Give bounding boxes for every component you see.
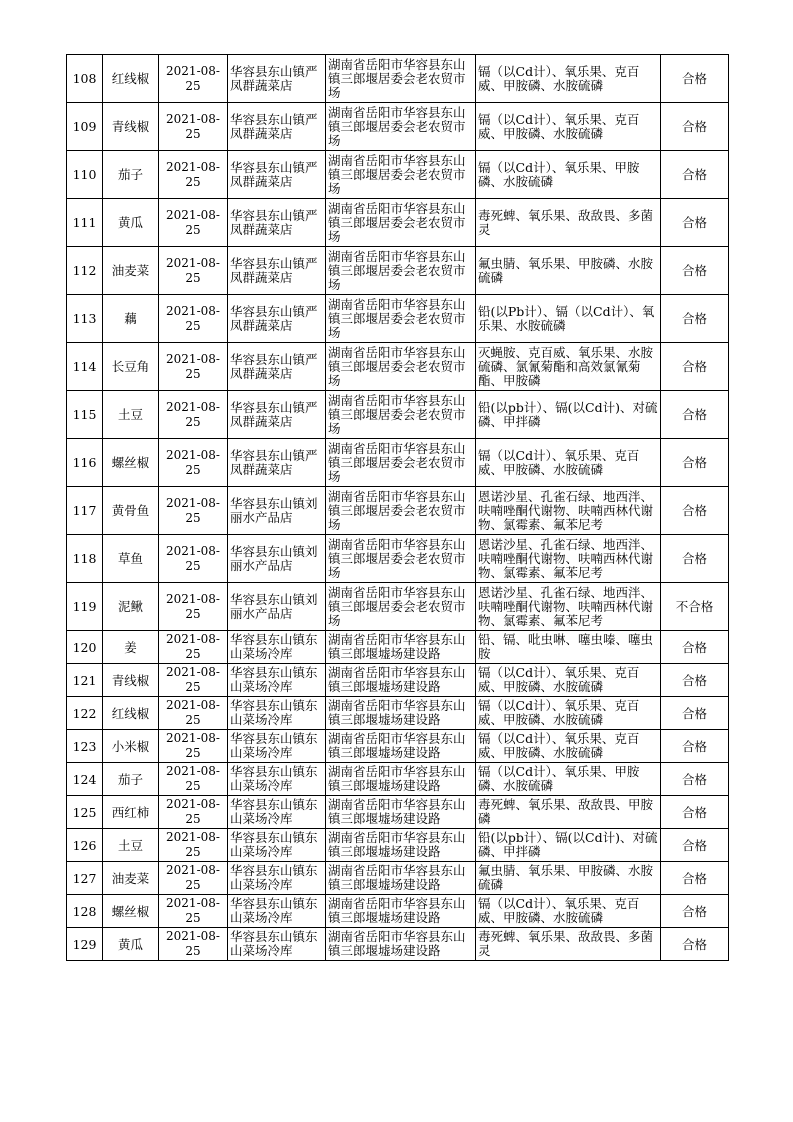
test-result-cell: 合格 — [661, 151, 729, 199]
table-row — [67, 295, 729, 343]
row-number-cell: 113 — [67, 295, 103, 343]
shop-address-cell: 湖南省岳阳市华容县东山镇三郎堰墟场建设路 — [326, 631, 476, 664]
sampled-shop-cell: 华容县东山镇东山菜场冷库 — [228, 796, 326, 829]
sampling-date-cell: 2021-08-25 — [159, 664, 228, 697]
sample-name-cell: 油麦菜 — [103, 862, 159, 895]
sample-name-cell: 西红柿 — [103, 796, 159, 829]
sampled-shop-cell: 华容县东山镇东山菜场冷库 — [228, 829, 326, 862]
sample-name-cell: 螺丝椒 — [103, 895, 159, 928]
sampled-shop-cell: 华容县东山镇严凤群蔬菜店 — [228, 199, 326, 247]
sampling-date-cell: 2021-08-25 — [159, 247, 228, 295]
test-result-cell: 合格 — [661, 487, 729, 535]
sample-name-cell: 小米椒 — [103, 730, 159, 763]
table-row — [67, 928, 729, 961]
test-items-cell: 镉（以Cd计）、氧乐果、克百威、甲胺磷、水胺硫磷 — [476, 730, 661, 763]
table-row — [67, 796, 729, 829]
sampling-date-cell: 2021-08-25 — [159, 343, 228, 391]
test-result-cell: 合格 — [661, 862, 729, 895]
test-result-cell: 不合格 — [661, 583, 729, 631]
sample-name-cell: 螺丝椒 — [103, 439, 159, 487]
sampled-shop-cell: 华容县东山镇东山菜场冷库 — [228, 697, 326, 730]
sample-name-cell: 姜 — [103, 631, 159, 664]
row-number-cell: 121 — [67, 664, 103, 697]
test-items-cell: 镉（以Cd计）、氧乐果、甲胺磷、水胺硫磷 — [476, 151, 661, 199]
test-result-cell: 合格 — [661, 697, 729, 730]
table-row — [67, 199, 729, 247]
sampling-date-cell: 2021-08-25 — [159, 583, 228, 631]
row-number-cell: 118 — [67, 535, 103, 583]
sampling-date-cell: 2021-08-25 — [159, 763, 228, 796]
sample-name-cell: 红线椒 — [103, 55, 159, 103]
sampling-date-cell: 2021-08-25 — [159, 730, 228, 763]
row-number-cell: 114 — [67, 343, 103, 391]
test-result-cell: 合格 — [661, 535, 729, 583]
sampling-date-cell: 2021-08-25 — [159, 928, 228, 961]
test-items-cell: 镉（以Cd计）、氧乐果、克百威、甲胺磷、水胺硫磷 — [476, 895, 661, 928]
test-result-cell: 合格 — [661, 664, 729, 697]
sampling-date-cell: 2021-08-25 — [159, 439, 228, 487]
shop-address-cell: 湖南省岳阳市华容县东山镇三郎堰居委会老农贸市场 — [326, 535, 476, 583]
row-number-cell: 127 — [67, 862, 103, 895]
shop-address-cell: 湖南省岳阳市华容县东山镇三郎堰墟场建设路 — [326, 796, 476, 829]
shop-address-cell: 湖南省岳阳市华容县东山镇三郎堰居委会老农贸市场 — [326, 151, 476, 199]
table-row — [67, 391, 729, 439]
row-number-cell: 116 — [67, 439, 103, 487]
row-number-cell: 111 — [67, 199, 103, 247]
row-number-cell: 124 — [67, 763, 103, 796]
row-number-cell: 110 — [67, 151, 103, 199]
test-result-cell: 合格 — [661, 928, 729, 961]
sampled-shop-cell: 华容县东山镇严凤群蔬菜店 — [228, 151, 326, 199]
row-number-cell: 123 — [67, 730, 103, 763]
sampled-shop-cell: 华容县东山镇东山菜场冷库 — [228, 862, 326, 895]
row-number-cell: 120 — [67, 631, 103, 664]
table-row — [67, 55, 729, 103]
sample-name-cell: 青线椒 — [103, 664, 159, 697]
sampled-shop-cell: 华容县东山镇东山菜场冷库 — [228, 730, 326, 763]
test-items-cell: 毒死蜱、氧乐果、敌敌畏、多菌灵 — [476, 928, 661, 961]
test-items-cell: 铅(以pb计）、镉(以Cd计)、对硫磷、甲拌磷 — [476, 391, 661, 439]
row-number-cell: 117 — [67, 487, 103, 535]
row-number-cell: 125 — [67, 796, 103, 829]
row-number-cell: 112 — [67, 247, 103, 295]
test-items-cell: 镉（以Cd计）、氧乐果、克百威、甲胺磷、水胺硫磷 — [476, 55, 661, 103]
shop-address-cell: 湖南省岳阳市华容县东山镇三郎堰居委会老农贸市场 — [326, 199, 476, 247]
shop-address-cell: 湖南省岳阳市华容县东山镇三郎堰居委会老农贸市场 — [326, 487, 476, 535]
row-number-cell: 108 — [67, 55, 103, 103]
table-row — [67, 697, 729, 730]
row-number-cell: 119 — [67, 583, 103, 631]
sampled-shop-cell: 华容县东山镇严凤群蔬菜店 — [228, 247, 326, 295]
table-row — [67, 487, 729, 535]
sampling-date-cell: 2021-08-25 — [159, 697, 228, 730]
shop-address-cell: 湖南省岳阳市华容县东山镇三郎堰居委会老农贸市场 — [326, 343, 476, 391]
test-result-cell: 合格 — [661, 829, 729, 862]
inspection-results-table — [66, 54, 728, 961]
test-items-cell: 镉（以Cd计）、氧乐果、克百威、甲胺磷、水胺硫磷 — [476, 103, 661, 151]
sample-name-cell: 土豆 — [103, 829, 159, 862]
sample-name-cell: 藕 — [103, 295, 159, 343]
sampled-shop-cell: 华容县东山镇东山菜场冷库 — [228, 664, 326, 697]
table-row — [67, 439, 729, 487]
table-row — [67, 829, 729, 862]
test-items-cell: 氟虫腈、氧乐果、甲胺磷、水胺硫磷 — [476, 862, 661, 895]
table-row — [67, 583, 729, 631]
test-items-cell: 镉（以Cd计）、氧乐果、克百威、甲胺磷、水胺硫磷 — [476, 664, 661, 697]
table-row — [67, 862, 729, 895]
shop-address-cell: 湖南省岳阳市华容县东山镇三郎堰居委会老农贸市场 — [326, 439, 476, 487]
table-row — [67, 343, 729, 391]
test-result-cell: 合格 — [661, 730, 729, 763]
shop-address-cell: 湖南省岳阳市华容县东山镇三郎堰墟场建设路 — [326, 895, 476, 928]
table-row — [67, 247, 729, 295]
sample-name-cell: 土豆 — [103, 391, 159, 439]
row-number-cell: 122 — [67, 697, 103, 730]
shop-address-cell: 湖南省岳阳市华容县东山镇三郎堰墟场建设路 — [326, 928, 476, 961]
sample-name-cell: 泥鳅 — [103, 583, 159, 631]
test-items-cell: 毒死蜱、氧乐果、敌敌畏、甲胺磷 — [476, 796, 661, 829]
test-items-cell: 铅、镉、吡虫啉、噻虫嗪、噻虫胺 — [476, 631, 661, 664]
sampled-shop-cell: 华容县东山镇刘丽水产品店 — [228, 487, 326, 535]
sampling-date-cell: 2021-08-25 — [159, 631, 228, 664]
test-items-cell: 氟虫腈、氧乐果、甲胺磷、水胺硫磷 — [476, 247, 661, 295]
test-items-cell: 镉（以Cd计）、氧乐果、克百威、甲胺磷、水胺硫磷 — [476, 697, 661, 730]
row-number-cell: 128 — [67, 895, 103, 928]
sampled-shop-cell: 华容县东山镇严凤群蔬菜店 — [228, 343, 326, 391]
test-result-cell: 合格 — [661, 247, 729, 295]
row-number-cell: 115 — [67, 391, 103, 439]
sampled-shop-cell: 华容县东山镇东山菜场冷库 — [228, 631, 326, 664]
test-result-cell: 合格 — [661, 391, 729, 439]
test-items-cell: 镉（以Cd计）、氧乐果、甲胺磷、水胺硫磷 — [476, 763, 661, 796]
test-result-cell: 合格 — [661, 796, 729, 829]
sample-name-cell: 黄瓜 — [103, 199, 159, 247]
sampled-shop-cell: 华容县东山镇东山菜场冷库 — [228, 763, 326, 796]
table-row — [67, 151, 729, 199]
shop-address-cell: 湖南省岳阳市华容县东山镇三郎堰墟场建设路 — [326, 763, 476, 796]
table-row — [67, 664, 729, 697]
shop-address-cell: 湖南省岳阳市华容县东山镇三郎堰居委会老农贸市场 — [326, 103, 476, 151]
sampled-shop-cell: 华容县东山镇严凤群蔬菜店 — [228, 439, 326, 487]
shop-address-cell: 湖南省岳阳市华容县东山镇三郎堰居委会老农贸市场 — [326, 583, 476, 631]
sample-name-cell: 茄子 — [103, 151, 159, 199]
test-items-cell: 恩诺沙星、孔雀石绿、地西泮、呋喃唑酮代谢物、呋喃西林代谢物、氯霉素、氟苯尼考 — [476, 487, 661, 535]
sampled-shop-cell: 华容县东山镇严凤群蔬菜店 — [228, 391, 326, 439]
sampling-date-cell: 2021-08-25 — [159, 199, 228, 247]
row-number-cell: 109 — [67, 103, 103, 151]
sampled-shop-cell: 华容县东山镇严凤群蔬菜店 — [228, 103, 326, 151]
sampled-shop-cell: 华容县东山镇刘丽水产品店 — [228, 583, 326, 631]
table-row — [67, 763, 729, 796]
test-items-cell: 镉（以Cd计）、氧乐果、克百威、甲胺磷、水胺硫磷 — [476, 439, 661, 487]
test-items-cell: 灭蝇胺、克百威、氧乐果、水胺硫磷、氯氰菊酯和高效氯氰菊酯、甲胺磷 — [476, 343, 661, 391]
sampling-date-cell: 2021-08-25 — [159, 829, 228, 862]
test-result-cell: 合格 — [661, 763, 729, 796]
sampled-shop-cell: 华容县东山镇东山菜场冷库 — [228, 928, 326, 961]
sampling-date-cell: 2021-08-25 — [159, 535, 228, 583]
shop-address-cell: 湖南省岳阳市华容县东山镇三郎堰墟场建设路 — [326, 829, 476, 862]
table-row — [67, 730, 729, 763]
test-items-cell: 毒死蜱、氧乐果、敌敌畏、多菌灵 — [476, 199, 661, 247]
test-result-cell: 合格 — [661, 439, 729, 487]
shop-address-cell: 湖南省岳阳市华容县东山镇三郎堰墟场建设路 — [326, 697, 476, 730]
shop-address-cell: 湖南省岳阳市华容县东山镇三郎堰居委会老农贸市场 — [326, 295, 476, 343]
sampling-date-cell: 2021-08-25 — [159, 862, 228, 895]
sample-name-cell: 黄瓜 — [103, 928, 159, 961]
sampled-shop-cell: 华容县东山镇严凤群蔬菜店 — [228, 295, 326, 343]
sampling-date-cell: 2021-08-25 — [159, 103, 228, 151]
sampling-date-cell: 2021-08-25 — [159, 151, 228, 199]
sample-name-cell: 红线椒 — [103, 697, 159, 730]
sampled-shop-cell: 华容县东山镇东山菜场冷库 — [228, 895, 326, 928]
sampling-date-cell: 2021-08-25 — [159, 796, 228, 829]
test-result-cell: 合格 — [661, 199, 729, 247]
sample-name-cell: 草鱼 — [103, 535, 159, 583]
sampling-date-cell: 2021-08-25 — [159, 55, 228, 103]
shop-address-cell: 湖南省岳阳市华容县东山镇三郎堰墟场建设路 — [326, 862, 476, 895]
sampling-date-cell: 2021-08-25 — [159, 895, 228, 928]
test-items-cell: 铅(以Pb计）、镉（以Cd计）、氧乐果、水胺硫磷 — [476, 295, 661, 343]
test-result-cell: 合格 — [661, 343, 729, 391]
sampled-shop-cell: 华容县东山镇刘丽水产品店 — [228, 535, 326, 583]
row-number-cell: 129 — [67, 928, 103, 961]
sampled-shop-cell: 华容县东山镇严凤群蔬菜店 — [228, 55, 326, 103]
test-items-cell: 恩诺沙星、孔雀石绿、地西泮、呋喃唑酮代谢物、呋喃西林代谢物、氯霉素、氟苯尼考 — [476, 583, 661, 631]
sample-name-cell: 黄骨鱼 — [103, 487, 159, 535]
sample-name-cell: 油麦菜 — [103, 247, 159, 295]
shop-address-cell: 湖南省岳阳市华容县东山镇三郎堰居委会老农贸市场 — [326, 391, 476, 439]
sample-name-cell: 青线椒 — [103, 103, 159, 151]
test-result-cell: 合格 — [661, 295, 729, 343]
sampling-date-cell: 2021-08-25 — [159, 391, 228, 439]
row-number-cell: 126 — [67, 829, 103, 862]
test-items-cell: 铅(以pb计）、镉(以Cd计)、对硫磷、甲拌磷 — [476, 829, 661, 862]
test-items-cell: 恩诺沙星、孔雀石绿、地西泮、呋喃唑酮代谢物、呋喃西林代谢物、氯霉素、氟苯尼考 — [476, 535, 661, 583]
shop-address-cell: 湖南省岳阳市华容县东山镇三郎堰墟场建设路 — [326, 664, 476, 697]
table-row — [67, 631, 729, 664]
sampling-date-cell: 2021-08-25 — [159, 295, 228, 343]
sampling-date-cell: 2021-08-25 — [159, 487, 228, 535]
table-row — [67, 535, 729, 583]
test-result-cell: 合格 — [661, 895, 729, 928]
table-row — [67, 103, 729, 151]
sample-name-cell: 长豆角 — [103, 343, 159, 391]
table-row — [67, 895, 729, 928]
shop-address-cell: 湖南省岳阳市华容县东山镇三郎堰居委会老农贸市场 — [326, 247, 476, 295]
sample-name-cell: 茄子 — [103, 763, 159, 796]
test-result-cell: 合格 — [661, 103, 729, 151]
test-result-cell: 合格 — [661, 55, 729, 103]
shop-address-cell: 湖南省岳阳市华容县东山镇三郎堰居委会老农贸市场 — [326, 55, 476, 103]
shop-address-cell: 湖南省岳阳市华容县东山镇三郎堰墟场建设路 — [326, 730, 476, 763]
test-result-cell: 合格 — [661, 631, 729, 664]
